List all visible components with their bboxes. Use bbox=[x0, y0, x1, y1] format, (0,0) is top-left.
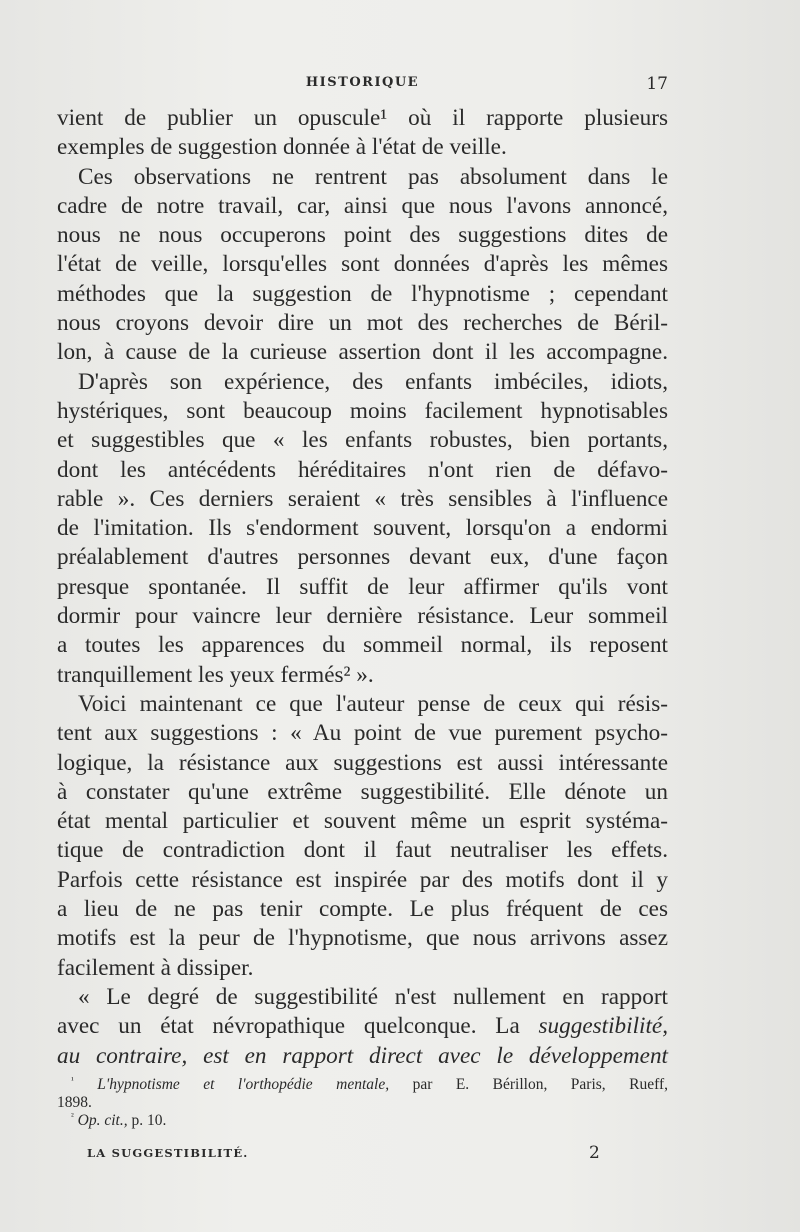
text-line: dormir pour vaincre leur dernière résistance. Leur sommeil bbox=[57, 603, 668, 630]
footnote-text: par E. Bérillon, Paris, Rueff, bbox=[412, 1076, 669, 1093]
footnote-ref: Op. cit., bbox=[77, 1112, 128, 1129]
running-title: HISTORIQUE bbox=[305, 75, 420, 90]
text-line-mixed bbox=[57, 1012, 668, 1041]
text-line: cadre de notre travail, car, ainsi que nous l'avons annoncé, bbox=[57, 192, 668, 219]
text-segment: avec un état névropathique quelconque. La bbox=[57, 1013, 520, 1040]
text-line: exemples de suggestion donnée à l'état de veille. bbox=[57, 134, 507, 161]
text-line: tent aux suggestions : « Au point de vue purement psycho- bbox=[57, 720, 668, 747]
text-line: D'après son expérience, des enfants imbéciles, idiots, bbox=[78, 368, 668, 395]
text-line: Ces observations ne rentrent pas absolument dans le bbox=[78, 163, 668, 190]
signature-number: 2 bbox=[589, 1143, 600, 1163]
text-line: facilement à dissiper. bbox=[57, 954, 254, 981]
printer-signature bbox=[57, 1143, 668, 1166]
text-line: lon, à cause de la curieuse assertion dont il les accompagne. bbox=[57, 339, 668, 366]
footnote-mark: ¹ bbox=[71, 1075, 74, 1086]
text-line: Parfois cette résistance est inspirée par des motifs dont il y bbox=[57, 866, 668, 893]
italic-segment: suggestibilité, bbox=[538, 1013, 668, 1040]
text-line: vient de publier un opuscule¹ où il rapporte plusieurs bbox=[57, 105, 668, 131]
footnote-text: p. 10. bbox=[131, 1112, 167, 1129]
text-line: méthodes que la suggestion de l'hypnotisme ; cependant bbox=[57, 280, 668, 307]
text-line: motifs est la peur de l'hypnotisme, que nous arrivons assez bbox=[57, 925, 668, 952]
text-line: de l'imitation. Ils s'endorment souvent, lorsqu'on a endormi bbox=[57, 515, 668, 542]
text-line-italic: au contraire, est en rapport direct avec le développement bbox=[57, 1042, 668, 1069]
footnote-1 bbox=[57, 1076, 668, 1094]
footnotes bbox=[57, 1076, 668, 1130]
text-line: nous ne nous occuperons point des suggestions dites de bbox=[57, 222, 668, 249]
text-line: hystériques, sont beaucoup moins facilement hypnotisables bbox=[57, 397, 668, 424]
text-line: dont les antécédents héréditaires n'ont rien de défavo- bbox=[57, 456, 668, 483]
signature-title: LA SUGGESTIBILITÉ. bbox=[87, 1146, 249, 1160]
text-line: logique, la résistance aux suggestions est aussi intéressante bbox=[57, 749, 668, 776]
text-line: rable ». Ces derniers seraient « très sensibles à l'influence bbox=[57, 485, 668, 512]
text-line: presque spontanée. Il suffit de leur affirmer qu'ils vont bbox=[57, 573, 668, 600]
footnote-1-continued: 1898. bbox=[57, 1094, 92, 1111]
text-line: tique de contradiction dont il faut neutraliser les effets. bbox=[57, 837, 668, 864]
text-line: a lieu de ne pas tenir compte. Le plus fréquent de ces bbox=[57, 896, 668, 923]
body-text bbox=[57, 104, 668, 1071]
text-line: état mental particulier et souvent même un esprit systéma- bbox=[57, 808, 668, 835]
text-line: « Le degré de suggestibilité n'est nullement en rapport bbox=[78, 983, 668, 1010]
footnote-title: L'hypnotisme et l'orthopédie mentale, bbox=[97, 1076, 390, 1093]
text-line: et suggestibles que « les enfants robustes, bien portants, bbox=[57, 427, 668, 454]
text-line: tranquillement les yeux fermés² ». bbox=[57, 661, 374, 688]
text-line: nous croyons devoir dire un mot des recherches de Béril- bbox=[57, 310, 668, 337]
footnote-2 bbox=[57, 1112, 668, 1130]
footnote-mark: ² bbox=[71, 1111, 74, 1122]
text-line: préalablement d'autres personnes devant eux, d'une façon bbox=[57, 544, 668, 571]
text-line: l'état de veille, lorsqu'elles sont données d'après les mêmes bbox=[57, 251, 668, 278]
page-header bbox=[57, 75, 668, 99]
text-line: Voici maintenant ce que l'auteur pense de ceux qui résis- bbox=[78, 690, 668, 717]
text-line: à constater qu'une extrême suggestibilité. Elle dénote un bbox=[57, 778, 668, 805]
text-line: a toutes les apparences du sommeil normal, ils reposent bbox=[57, 632, 668, 659]
page-number: 17 bbox=[646, 74, 668, 94]
